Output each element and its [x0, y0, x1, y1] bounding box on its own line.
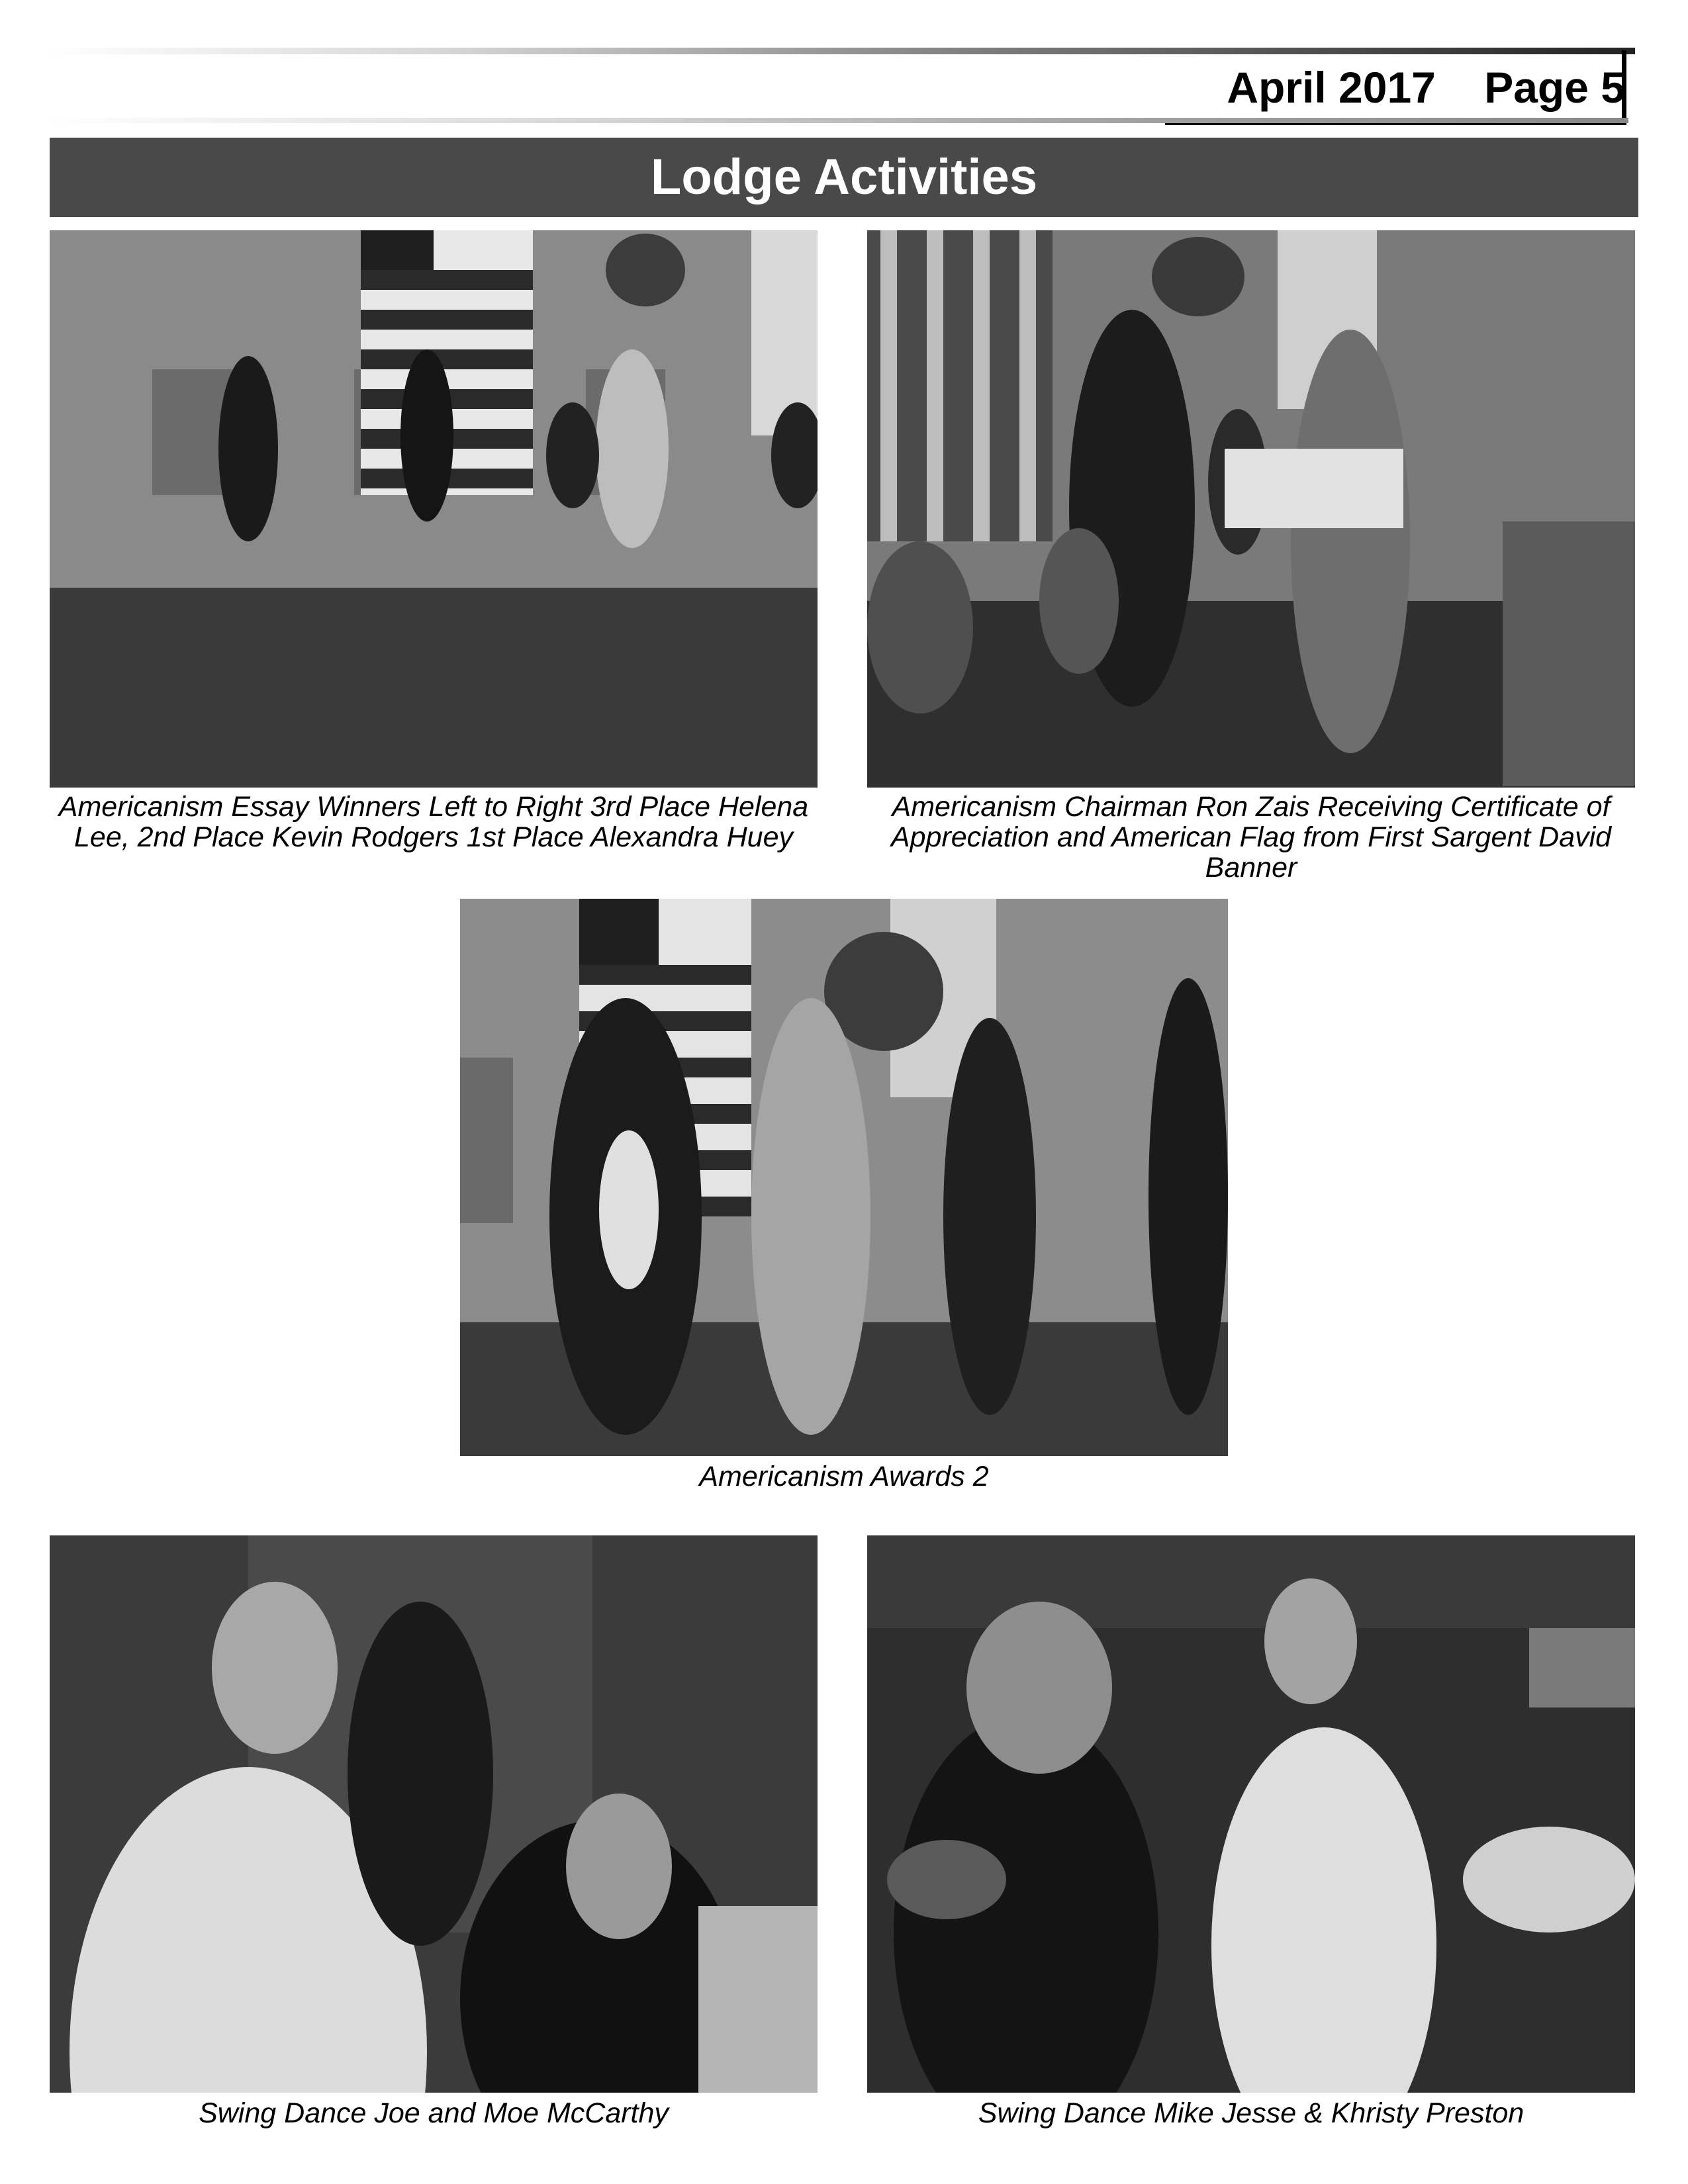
caption-swing-dance-mccarthy: Swing Dance Joe and Moe McCarthy — [199, 2097, 669, 2129]
caption-swing-dance-preston: Swing Dance Mike Jesse & Khristy Preston — [978, 2097, 1524, 2129]
photo-swing-dance-preston — [867, 1535, 1635, 2093]
photo-essay-winners — [50, 230, 818, 788]
caption-americanism-awards-2: Americanism Awards 2 — [699, 1461, 989, 1492]
header-gradient-rule-bottom — [46, 118, 1628, 123]
issue-date-page: April 2017 Page 5 — [1227, 63, 1625, 112]
photo-americanism-awards-2 — [460, 899, 1228, 1456]
caption-essay-winners: Americanism Essay Winners Left to Right 3rd Place Helena Lee, 2nd Place Kevin Rodgers 1st Place Alexandra Huey — [58, 791, 809, 853]
section-banner: Lodge Activities — [50, 138, 1638, 217]
caption-chairman-certificate: Americanism Chairman Ron Zais Receiving Certificate of Appreciation and American Flag from First Sargent David Banner — [890, 791, 1612, 884]
photo-chairman-certificate — [867, 230, 1635, 788]
photo-swing-dance-mccarthy — [50, 1535, 818, 2093]
